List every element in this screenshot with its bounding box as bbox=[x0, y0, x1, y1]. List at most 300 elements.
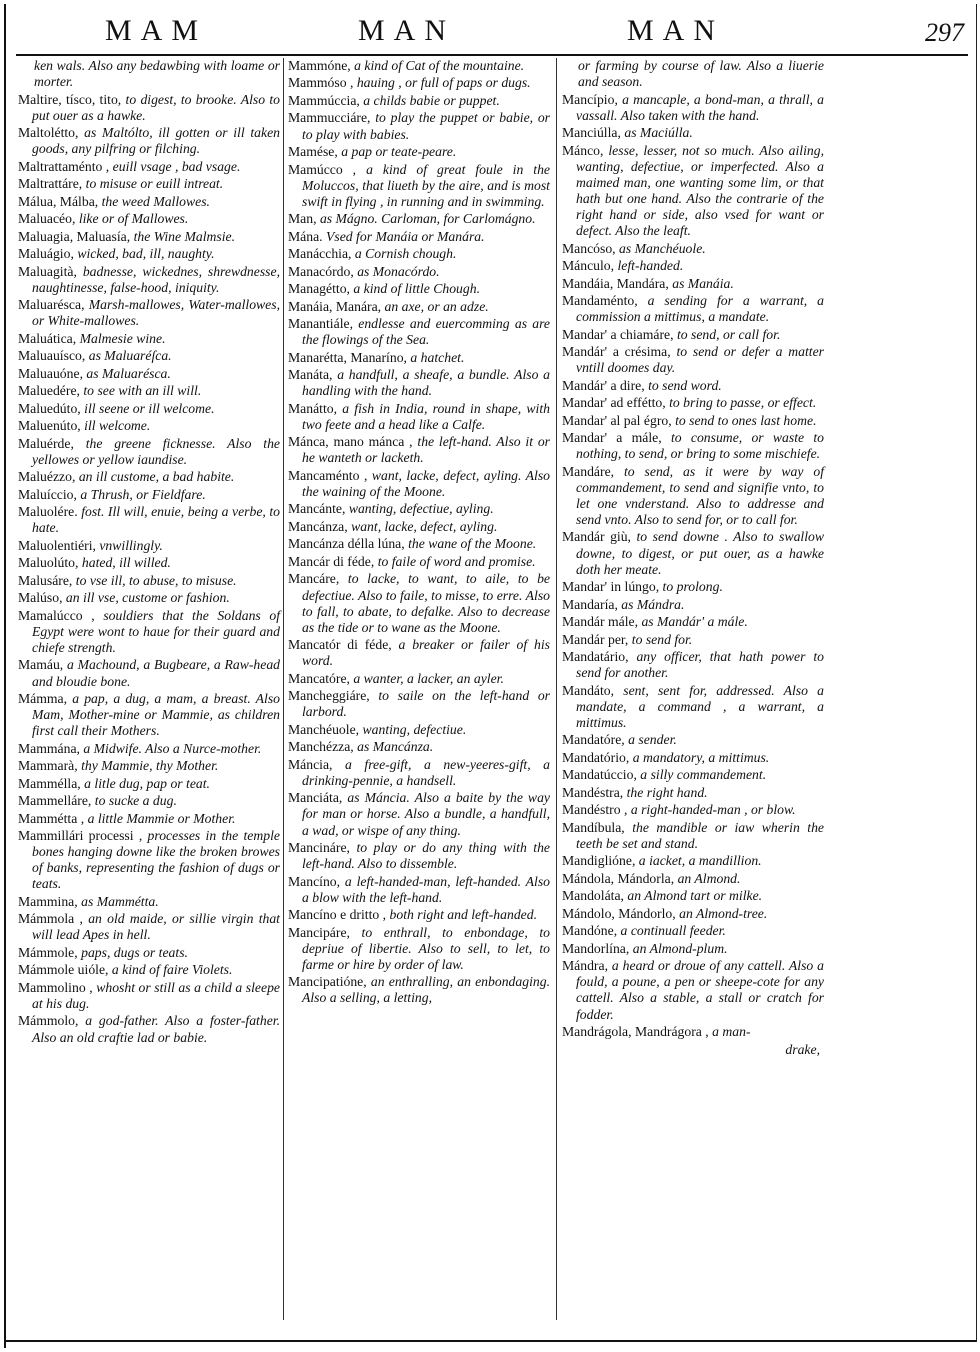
dictionary-entry bbox=[288, 840, 550, 872]
entry-headword: Mandéstro , bbox=[562, 802, 628, 818]
entry-definition: ill welcome. bbox=[84, 418, 151, 434]
entry-definition: as Mandár' a mále. bbox=[641, 614, 748, 630]
entry-definition: a right-handed-man , or blow. bbox=[630, 802, 796, 818]
entry-definition: to faile of word and promise. bbox=[377, 553, 536, 569]
dictionary-entry bbox=[288, 554, 550, 570]
dictionary-entry bbox=[18, 962, 280, 978]
page-frame-bottom bbox=[4, 1340, 976, 1342]
entry-headword: Mánco, bbox=[562, 142, 604, 158]
dictionary-entry bbox=[288, 58, 550, 74]
entry-headword: Mandaría, bbox=[562, 596, 618, 612]
dictionary-entry bbox=[562, 92, 824, 124]
entry-definition: a hatchet. bbox=[410, 349, 465, 365]
entry-headword: Maluágio, bbox=[18, 246, 74, 262]
entry-headword: Manciúlla, bbox=[562, 125, 621, 141]
dictionary-entry bbox=[288, 367, 550, 399]
dictionary-entry bbox=[288, 211, 550, 227]
entry-headword: Maluacéo, bbox=[18, 211, 76, 227]
dictionary-entry bbox=[562, 529, 824, 577]
dictionary-entry bbox=[562, 1024, 824, 1040]
entry-headword: Malúso, bbox=[18, 590, 63, 606]
entry-definition: the weed Mallowes. bbox=[101, 193, 210, 209]
entry-definition: the mandible or iaw wherin the teeth be set and stand. bbox=[576, 819, 824, 851]
entry-definition: a Cornish chough. bbox=[354, 246, 457, 262]
dictionary-entry bbox=[288, 468, 550, 500]
entry-definition: a kind of faire Violets. bbox=[111, 962, 233, 978]
dictionary-entry bbox=[18, 436, 280, 468]
entry-headword: Manchéuole, bbox=[288, 721, 360, 737]
page-frame-right bbox=[976, 4, 977, 1342]
catchword: drake, bbox=[785, 1041, 820, 1057]
entry-definition: want, lacke, defect, ayling. bbox=[351, 518, 498, 534]
dictionary-entry bbox=[288, 974, 550, 1006]
dictionary-entry bbox=[562, 767, 824, 783]
dictionary-entry bbox=[562, 378, 824, 394]
dictionary-entry bbox=[18, 348, 280, 364]
entry-definition: wanting, defectiue, ayling. bbox=[348, 501, 494, 517]
entry-definition: to lacke, to want, to aile, to be defectiue. Also to faile, to misse, to erre. Also to fall, to abate, to defalke. Also to decrease as the tide or to wane as the Moone. bbox=[302, 571, 551, 635]
entry-headword: Mandar' al pal égro, bbox=[562, 412, 672, 428]
dictionary-entry bbox=[288, 144, 550, 160]
entry-definition: a wanter, a lacker, an ayler. bbox=[353, 670, 504, 686]
entry-headword: Mandáia, Mandára, bbox=[562, 275, 669, 291]
entry-definition: as Maltólto, ill gotten or ill taken goods, any pilfring or filching. bbox=[32, 125, 281, 157]
dictionary-entry bbox=[288, 162, 550, 210]
dictionary-entry bbox=[288, 264, 550, 280]
entry-definition: a pap or teate-peare. bbox=[341, 144, 457, 160]
dictionary-entry bbox=[18, 487, 280, 503]
entry-definition: an ill custome, a bad habite. bbox=[78, 469, 235, 485]
dictionary-entry bbox=[18, 793, 280, 809]
dictionary-entry bbox=[288, 536, 550, 552]
entry-definition: a silly commandement. bbox=[640, 767, 767, 783]
dictionary-entry bbox=[18, 811, 280, 827]
entry-definition: a sending for a warrant, a commission a mittimus, a mandate. bbox=[576, 293, 824, 325]
entry-definition: a litle dug, pap or teat. bbox=[84, 775, 210, 791]
entry-definition: to send for. bbox=[631, 631, 693, 647]
entry-headword: Manantiále, bbox=[288, 316, 353, 332]
dictionary-entry bbox=[18, 92, 280, 124]
dictionary-entry bbox=[288, 519, 550, 535]
entry-headword: Manchézza, bbox=[288, 739, 354, 755]
entry-headword: Maltrattáre, bbox=[18, 176, 83, 192]
entry-headword: Málua, Málba, bbox=[18, 193, 99, 209]
dictionary-entry bbox=[562, 327, 824, 343]
dictionary-entry bbox=[288, 93, 550, 109]
entry-definition: to send, or call for. bbox=[676, 326, 781, 342]
entry-headword: Man, bbox=[288, 211, 317, 227]
dictionary-entry bbox=[18, 125, 280, 157]
dictionary-entry bbox=[18, 366, 280, 382]
entry-definition: paps, dugs or teats. bbox=[81, 944, 188, 960]
dictionary-entry bbox=[18, 297, 280, 329]
dictionary-entry bbox=[288, 110, 550, 142]
dictionary-entry bbox=[18, 401, 280, 417]
entry-headword: Mandár' a dire, bbox=[562, 377, 645, 393]
entry-headword: Manáta, bbox=[288, 367, 333, 383]
entry-headword: Mandorlína, bbox=[562, 940, 630, 956]
entry-definition: wicked, bad, ill, naughty. bbox=[77, 246, 215, 262]
entry-definition: to send, as it were by way of commandement, to send and signifie vnto, to let one vnderstand. Also to addresse and send vnto. Also to send for, or to call for. bbox=[576, 463, 825, 527]
dictionary-entry bbox=[562, 820, 824, 852]
entry-definition: a handfull, a sheafe, a bundle. Also a handling with the hand. bbox=[302, 367, 551, 399]
dictionary-entry bbox=[288, 925, 550, 973]
dictionary-entry bbox=[288, 299, 550, 315]
entry-headword: Maltolétto, bbox=[18, 125, 79, 141]
entry-headword: Mancánza délla lúna, bbox=[288, 536, 405, 552]
dictionary-entry bbox=[18, 176, 280, 192]
entry-headword: Mandár per, bbox=[562, 631, 629, 647]
entry-headword: Mándola, Mándorla, bbox=[562, 870, 675, 886]
entry-definition: a mancaple, a bond-man, a thrall, a vassall. Also taken with the hand. bbox=[576, 91, 824, 123]
entry-headword: Mandáto, bbox=[562, 682, 615, 698]
entry-headword: Mancánza, bbox=[288, 518, 348, 534]
running-header bbox=[10, 8, 970, 56]
dictionary-entry bbox=[18, 573, 280, 589]
entry-headword: Mancheggiáre, bbox=[288, 688, 370, 704]
entry-definition: to send or defer a matter vntill doomes day. bbox=[576, 344, 825, 376]
entry-headword: Mánca, mano mánca , bbox=[288, 434, 413, 450]
entry-headword: Mammóne, bbox=[288, 58, 351, 73]
entry-headword: Mammána, bbox=[18, 740, 80, 756]
entry-definition: wanting, defectiue. bbox=[362, 721, 467, 737]
entry-definition: as Mágno. Carloman, for Carlomágno. bbox=[319, 211, 536, 227]
entry-definition: fost. Ill will, enuie, being a verbe, to hate. bbox=[32, 504, 280, 536]
entry-headword: Mána. bbox=[288, 228, 323, 244]
entry-definition: ill seene or ill welcome. bbox=[84, 400, 215, 416]
entry-headword: Maluauóne, bbox=[18, 365, 83, 381]
entry-definition: to misuse or euill intreat. bbox=[85, 176, 224, 192]
entry-headword: Malusáre, bbox=[18, 572, 73, 588]
entry-definition: a left-handed-man, left-handed. Also a blow with the left-hand. bbox=[302, 873, 551, 905]
entry-headword: Mandáre, bbox=[562, 463, 615, 479]
page-frame-left bbox=[4, 4, 6, 1348]
entry-headword: Mammélla, bbox=[18, 775, 81, 791]
entry-headword: Mammina, bbox=[18, 893, 78, 909]
entry-definition: a free-gift, a new-yeeres-gift, a drinking-pennie, a handsell. bbox=[302, 756, 550, 788]
dictionary-entry bbox=[562, 732, 824, 748]
entry-headword: Mandoláta, bbox=[562, 888, 624, 904]
dictionary-entry bbox=[18, 980, 280, 1012]
entry-headword: Mandatório, bbox=[562, 749, 630, 765]
entry-headword: Mandatóre, bbox=[562, 732, 625, 748]
dictionary-entry bbox=[18, 828, 280, 892]
entry-definition: a heard or droue of any cattell. Also a fould, a poune, a pen or sheepe-cote for any cattell. Also a stable, a stall or cratch for fodder. bbox=[576, 958, 824, 1022]
entry-definition: an ill vse, custome or fashion. bbox=[65, 590, 230, 606]
entry-headword: Mandíbula, bbox=[562, 819, 625, 835]
entry-headword: Maluagità, bbox=[18, 263, 77, 279]
entry-headword: Manácchia, bbox=[288, 246, 352, 262]
entry-definition: a sender. bbox=[628, 732, 677, 748]
dictionary-entry bbox=[562, 750, 824, 766]
entry-definition: as Manchéuole. bbox=[619, 240, 706, 256]
entry-definition: an old maide, or sillie virgin that will lead Apes in hell. bbox=[32, 911, 280, 943]
dictionary-entry bbox=[562, 871, 824, 887]
dictionary-entry bbox=[562, 276, 824, 292]
dictionary-entry bbox=[562, 413, 824, 429]
entry-definition: souldiers that the Soldans of Egypt were wont to haue for their guard and chiefe strength. bbox=[32, 607, 281, 655]
entry-definition: euill vsage , bad vsage. bbox=[112, 158, 241, 174]
header-center-guideword: MAN bbox=[358, 14, 456, 47]
entry-headword: Mancatór di féde, bbox=[288, 637, 392, 653]
entry-headword: Mandar' ad effétto, bbox=[562, 395, 666, 411]
dictionary-entry bbox=[18, 383, 280, 399]
dictionary-entry bbox=[562, 802, 824, 818]
dictionary-entry bbox=[562, 649, 824, 681]
entry-definition: sent, sent for, addressed. Also a mandate, a command , a warrant, a mittimus. bbox=[576, 682, 825, 730]
entry-definition: hauing , or full of paps or dugs. bbox=[356, 75, 531, 91]
entry-definition: the left-hand. Also it or he wanteth or lacketh. bbox=[302, 434, 550, 466]
dictionary-entry bbox=[18, 608, 280, 656]
dictionary-entry bbox=[18, 264, 280, 296]
dictionary-entry bbox=[18, 211, 280, 227]
dictionary-entry bbox=[562, 785, 824, 801]
entry-definition: a god-father. Also a foster-father. Also an old craftie lad or babie. bbox=[32, 1013, 280, 1045]
entry-definition: a Midwife. Also a Nurce-mother. bbox=[83, 740, 262, 756]
entry-definition: to play or do any thing with the left-hand. Also to dissemble. bbox=[302, 840, 551, 872]
entry-definition: an Almond-plum. bbox=[632, 940, 728, 956]
entry-definition: or farming by course of law. Also a liuerie and season. bbox=[578, 58, 824, 90]
dictionary-entry bbox=[562, 58, 824, 90]
dictionary-entry bbox=[562, 258, 824, 274]
entry-definition: the wane of the Moone. bbox=[408, 536, 537, 552]
dictionary-entry bbox=[18, 194, 280, 210]
entry-headword: Mánculo, bbox=[562, 258, 615, 274]
entry-definition: to saile on the left-hand or larbord. bbox=[302, 688, 551, 720]
dictionary-entry bbox=[18, 159, 280, 175]
entry-definition: an Almond tart or milke. bbox=[627, 888, 763, 904]
entry-headword: Mámmole, bbox=[18, 944, 78, 960]
entry-definition: a iacket, a mandillion. bbox=[638, 853, 762, 869]
entry-definition: to play the puppet or babie, or to play with babies. bbox=[302, 110, 551, 142]
dictionary-entry bbox=[562, 125, 824, 141]
entry-definition: a Machound, a Bugbeare, a Raw-head and bloudie bone. bbox=[32, 657, 281, 689]
entry-headword: Mandar' in lúngo, bbox=[562, 579, 660, 595]
dictionary-entry bbox=[18, 538, 280, 554]
header-left-guideword: MAM bbox=[105, 14, 208, 47]
dictionary-entry bbox=[288, 281, 550, 297]
entry-headword: Mandar' a mále, bbox=[562, 430, 662, 446]
header-rule bbox=[16, 54, 968, 56]
entry-headword: Mámmole uióle, bbox=[18, 962, 109, 978]
entry-headword: Mámma, bbox=[18, 691, 68, 707]
dictionary-entry bbox=[562, 906, 824, 922]
entry-headword: Mandatúccio, bbox=[562, 767, 637, 783]
dictionary-entry bbox=[18, 1013, 280, 1045]
entry-definition: endlesse and euercomming as are the flowings of the Sea. bbox=[302, 316, 550, 348]
entry-headword: Maluenúto, bbox=[18, 418, 81, 434]
dictionary-entry bbox=[562, 579, 824, 595]
entry-definition: a kind of little Chough. bbox=[353, 281, 480, 297]
entry-headword: Mándolo, Mándorlo, bbox=[562, 905, 676, 921]
entry-definition: as Manáia. bbox=[672, 275, 734, 291]
dictionary-entry bbox=[288, 401, 550, 433]
entry-definition: a continuall feeder. bbox=[620, 923, 726, 939]
entry-headword: Maluauísco, bbox=[18, 348, 86, 364]
header-right-guideword: MAN bbox=[627, 14, 725, 47]
entry-headword: Mancatóre, bbox=[288, 670, 350, 686]
column-3 bbox=[562, 58, 824, 1058]
entry-definition: as Maluarésca. bbox=[86, 365, 171, 381]
entry-definition: whosht or still as a child a sleepe at his dug. bbox=[32, 979, 280, 1011]
dictionary-entry bbox=[288, 874, 550, 906]
entry-headword: Mammúccia, bbox=[288, 92, 360, 108]
entry-headword: Maluézzo, bbox=[18, 469, 76, 485]
dictionary-entry bbox=[562, 632, 824, 648]
dictionary-entry bbox=[288, 350, 550, 366]
entry-headword: Mammillári processi , bbox=[18, 828, 143, 844]
entry-headword: Mammóso , bbox=[288, 75, 354, 91]
entry-definition: the right hand. bbox=[626, 784, 708, 800]
entry-headword: Maluérde, bbox=[18, 435, 74, 451]
entry-headword: Mancípio, bbox=[562, 91, 618, 107]
entry-headword: Maluedúto, bbox=[18, 400, 81, 416]
dictionary-entry bbox=[18, 555, 280, 571]
dictionary-entry bbox=[18, 741, 280, 757]
column-divider-1 bbox=[283, 58, 284, 1320]
entry-definition: Marsh-mallowes, Water-mallowes, or White-mallowes. bbox=[32, 297, 280, 329]
column-2 bbox=[288, 58, 550, 1008]
dictionary-entry bbox=[18, 945, 280, 961]
entry-definition: to bring to passe, or effect. bbox=[669, 395, 817, 411]
dictionary-entry bbox=[288, 688, 550, 720]
entry-headword: Mandár mále, bbox=[562, 614, 639, 630]
entry-headword: Mancipatióne, bbox=[288, 974, 367, 990]
dictionary-entry bbox=[562, 143, 824, 240]
entry-definition: a mandatory, a mittimus. bbox=[632, 749, 770, 765]
entry-definition: to prolong. bbox=[662, 579, 723, 595]
dictionary-entry bbox=[562, 430, 824, 462]
entry-headword: Mancipáre, bbox=[288, 924, 350, 940]
dictionary-entry bbox=[562, 293, 824, 325]
entry-headword: Mandóne, bbox=[562, 923, 618, 939]
entry-headword: Maluolére. bbox=[18, 504, 78, 520]
entry-definition: hated, ill willed. bbox=[81, 555, 171, 571]
entry-definition: left-handed. bbox=[617, 258, 684, 274]
entry-definition: thy Mammie, thy Mother. bbox=[81, 758, 219, 774]
entry-definition: Malmesie wine. bbox=[79, 330, 166, 346]
entry-headword: Mamúcco , bbox=[288, 161, 357, 177]
dictionary-entry bbox=[562, 941, 824, 957]
entry-definition: badnesse, wickednes, shrewdnesse, naughtinesse, false-hood, iniquity. bbox=[32, 263, 280, 295]
dictionary-entry bbox=[18, 58, 280, 90]
dictionary-entry bbox=[18, 758, 280, 774]
entry-definition: lesse, lesser, not so much. Also ailing, wanting, defectiue, or imperfected. Also a maimed man, one wanting some lim, or that hath but one hand. Also the contrarie of the right hand or side, also vsed for want or defect. Also the leaft. bbox=[576, 142, 825, 239]
entry-headword: Manarétta, Manaríno, bbox=[288, 349, 407, 365]
dictionary-entry bbox=[562, 395, 824, 411]
entry-headword: Mammolino , bbox=[18, 979, 93, 995]
entry-definition: any officer, that hath power to send for another. bbox=[576, 649, 825, 681]
dictionary-entry bbox=[288, 434, 550, 466]
dictionary-entry bbox=[288, 316, 550, 348]
column-divider-2 bbox=[556, 58, 557, 1320]
entry-headword: Mancánte, bbox=[288, 501, 346, 517]
entry-definition: a man- bbox=[712, 1024, 751, 1040]
entry-headword: Mammelláre, bbox=[18, 793, 92, 809]
entry-definition: ken wals. Also any bedawbing with loame or morter. bbox=[34, 58, 280, 90]
dictionary-entry bbox=[562, 923, 824, 939]
column-1 bbox=[18, 58, 280, 1047]
entry-headword: Mamalúcco , bbox=[18, 607, 95, 623]
entry-definition: Vsed for Manáia or Manára. bbox=[326, 228, 485, 244]
dictionary-entry bbox=[288, 790, 550, 838]
entry-definition: to send downe . Also to swallow downe, to digest, or put ouer, as a hawke doth her meate. bbox=[576, 529, 824, 577]
entry-definition: a little Mammie or Mother. bbox=[87, 810, 236, 826]
entry-headword: Maltrattaménto , bbox=[18, 158, 110, 174]
entry-definition: to enthrall, to enbondage, to depriue of libertie. Also to sell, to let, to farme or hire by order of law. bbox=[302, 924, 551, 972]
entry-definition: processes in the temple bones hanging downe like the broken browes of banks, representing the fashion of dugs or teats. bbox=[32, 828, 280, 892]
entry-definition: to consume, or waste to nothing, to send, or bring to some mischiefe. bbox=[576, 430, 824, 462]
entry-headword: Mancáre, bbox=[288, 571, 340, 587]
dictionary-entry bbox=[288, 246, 550, 262]
entry-definition: vnwillingly. bbox=[99, 537, 163, 553]
entry-definition: as Máncia. Also a baite by the way for man or horse. Also a bundle, a handfull, a wad, or wispe of any thing. bbox=[302, 790, 550, 838]
entry-definition: as Monacórdo. bbox=[357, 263, 440, 279]
entry-headword: Mámmolo, bbox=[18, 1013, 79, 1029]
dictionary-entry bbox=[562, 597, 824, 613]
dictionary-entry bbox=[288, 571, 550, 635]
entry-definition: to sucke a dug. bbox=[94, 793, 177, 809]
entry-headword: Manátto, bbox=[288, 400, 338, 416]
dictionary-entry bbox=[288, 501, 550, 517]
dictionary-entry bbox=[562, 958, 824, 1022]
dictionary-entry bbox=[288, 229, 550, 245]
dictionary-entry bbox=[562, 683, 824, 731]
entry-definition: an Almond. bbox=[677, 870, 741, 886]
entry-definition: to send to ones last home. bbox=[675, 412, 817, 428]
entry-definition: an Almond-tree. bbox=[679, 905, 768, 921]
entry-definition: as Maluaréſca. bbox=[88, 348, 172, 364]
entry-headword: Mámmola , bbox=[18, 911, 83, 927]
dictionary-entry bbox=[562, 614, 824, 630]
dictionary-entry bbox=[288, 722, 550, 738]
dictionary-entry bbox=[562, 888, 824, 904]
entry-headword: Maluagia, Maluasía, bbox=[18, 228, 131, 244]
entry-headword: Mandiglióne, bbox=[562, 853, 636, 869]
entry-headword: Maluarésca, bbox=[18, 297, 85, 313]
dictionary-entry bbox=[288, 757, 550, 789]
entry-headword: Mandár giù, bbox=[562, 529, 631, 545]
entry-headword: Mammucciáre, bbox=[288, 110, 371, 126]
dictionary-entry bbox=[288, 671, 550, 687]
entry-headword: Mancíno e dritto , bbox=[288, 907, 387, 923]
entry-headword: Maluolúto, bbox=[18, 555, 79, 571]
entry-definition: an enthralling, an enbondaging. Also a selling, a letting, bbox=[302, 974, 550, 1006]
entry-definition: to see with an ill will. bbox=[83, 383, 202, 399]
entry-headword: Mamése, bbox=[288, 144, 338, 160]
dictionary-entry bbox=[562, 853, 824, 869]
entry-definition: the greene ficknesse. Also the yellowes or yellow iaundise. bbox=[32, 435, 280, 467]
dictionary-entry bbox=[18, 894, 280, 910]
entry-definition: a kind of Cat of the mountaine. bbox=[354, 58, 525, 73]
dictionary-entry bbox=[18, 691, 280, 739]
entry-headword: Mancináre, bbox=[288, 840, 350, 856]
page-number: 297 bbox=[925, 18, 964, 47]
entry-headword: Maluolentiéri, bbox=[18, 537, 96, 553]
entry-headword: Mamáu, bbox=[18, 657, 64, 673]
entry-definition: as Mancánza. bbox=[357, 739, 434, 755]
entry-headword: Mammarà, bbox=[18, 758, 78, 774]
dictionary-entry bbox=[18, 657, 280, 689]
dictionary-entry bbox=[18, 590, 280, 606]
dictionary-entry bbox=[18, 504, 280, 536]
dictionary-entry bbox=[562, 464, 824, 528]
entry-definition: a breaker or failer of his word. bbox=[302, 637, 550, 669]
entry-headword: Maluática, bbox=[18, 330, 77, 346]
entry-headword: Mandaménto, bbox=[562, 293, 638, 309]
entry-headword: Mándra, bbox=[562, 958, 608, 974]
dictionary-entry bbox=[288, 75, 550, 91]
